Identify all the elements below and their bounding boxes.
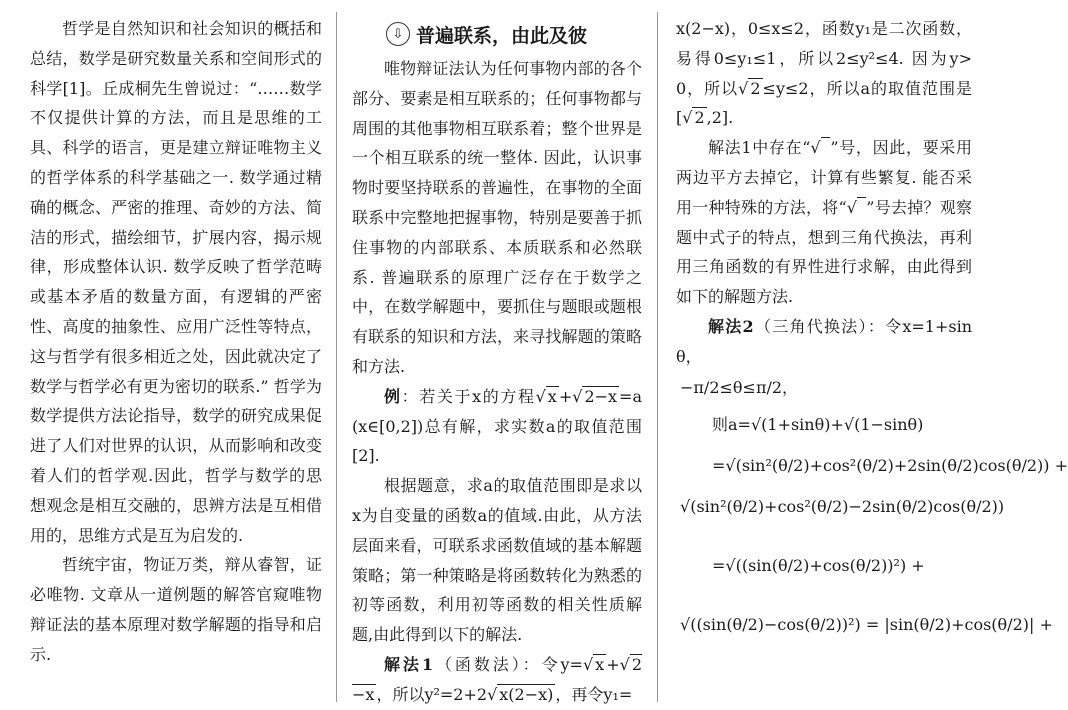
solution-2-paragraph <box>676 312 972 372</box>
example-condition: (x∈[0,2])总有解，求实数a的取值范围[2]. <box>352 416 642 466</box>
solution-1-label: 解法1 <box>384 654 434 674</box>
sqrt-term: 2 <box>694 108 705 128</box>
solution-2-label: 解法2 <box>708 316 754 336</box>
derivation-step-4: =√((sin(θ/2)+cos(θ/2))²) + <box>712 555 925 575</box>
sqrt-term: x(2−x) <box>499 684 554 704</box>
plus-sign: + <box>606 654 620 674</box>
solution-1-paragraph: 解法1（函数法）：令y=√ x +√ 2−x ，所以y²=2+2√ x(2−x) ，再令y₁= <box>352 654 642 704</box>
sqrt-term: 2 <box>750 78 761 98</box>
derivation-step-3: √(sin²(θ/2)+cos²(θ/2)−2sin(θ/2)cos(θ/2)) <box>680 496 1005 516</box>
solution-1-continued: x(2−x)，0≤x≤2，函数y₁是二次函数，易得0≤y₁≤1，所以2≤y²≤4. 因为y>0，所以√ 2 ≤y≤2，所以a的取值范围是[√ 2 ,2]. <box>676 19 972 128</box>
derivation-step-1: 则a=√(1+sinθ)+√(1−sinθ) <box>712 414 924 434</box>
example-label: 例 <box>384 386 402 406</box>
bracket: [ <box>676 108 683 128</box>
summary-paragraph: 哲统宇宙，物证万类，辩从睿智，证必唯物. 文章从一道例题的解答官窥唯物辩证法的基本原理对数学解题的指导和启示. <box>30 555 322 664</box>
column-divider-right <box>657 12 658 702</box>
paragraph-text: ”号，因此，要采用两边平方去掉它，计算有些繁复. 能否采用一种特殊的方法，将“ <box>676 138 972 217</box>
sqrt-symbol <box>857 197 866 217</box>
range-end: ,2]. <box>706 108 734 128</box>
column-divider-left <box>336 12 337 702</box>
column-3 <box>676 0 1068 707</box>
paragraph-text: ”号去掉？观察题中式子的特点，想到三角代换法，再利用三角函数的有界性进行求解，由此得到如下的解题方法. <box>676 197 972 307</box>
solution-text: x(2−x)，0≤x≤2，函数y₁是二次函数，易得0≤y₁≤1，所以2≤y²≤4. 因为y>0，所以 <box>676 19 972 98</box>
analysis-paragraph: 根据题意，求a的取值范围即是求以x为自变量的函数a的值域.由此，从方法层面来看，可联系求函数值域的基本解题策略；第一种策略是将函数转化为熟悉的初等函数，利用初等函数的相关性质解题,由此得到以下的解法. <box>352 476 642 645</box>
down-arrow-icon: ⇩ <box>386 22 410 46</box>
sqrt-term: 2−x <box>584 386 618 406</box>
transition-paragraph: 解法1中存在“√ ”号，因此，要采用两边平方去掉它，计算有些繁复. 能否采用一种特殊的方法，将“√ ”号去掉？观察题中式子的特点，想到三角代换法，再利用三角函数的有界性进行求解，由此得到如下的解题方法. <box>676 138 972 307</box>
theta-range: −π/2≤θ≤π/2， <box>680 377 799 397</box>
sqrt-symbol <box>821 137 831 157</box>
intro-paragraph: 哲学是自然知识和社会知识的概括和总结，数学是研究数量关系和空间形式的科学[1]。丘成桐先生曾说过：“……数学不仅提供计算的方法，而且是思维的工具、科学的语言，更是建立辩证唯物主义的哲学体系的科学基础之一. 数学通过精确的概念、严密的推理、奇妙的方法、简洁的形式，描绘细节，扩展内容，揭示规律，形成整体认识. 数学反映了哲学范畴或基本矛盾的数量方面，有逻辑的严密性、高度的抽象性、应用广泛性等特点，这与哲学有很多相近之处，因此就决定了数学与哲学必有更为密切的联系.” 哲学为数学提供方法论指导，数学的研究成果促进了人们对世界的认识，从而影响和改变着人们的哲学观.因此，哲学与数学的思想观念是相互交融的，思辨方法是互相借用的，思维方式是互为启发的. <box>30 19 322 545</box>
plus-sign: + <box>558 386 573 406</box>
sqrt-term: x <box>547 386 557 406</box>
solution-text: ，所以y²=2+2 <box>376 684 488 704</box>
section-heading <box>352 14 642 54</box>
column-1 <box>30 0 322 707</box>
section-title: 普遍联系，由此及彼 <box>416 24 588 47</box>
example-paragraph: 例：若关于x的方程√ x +√ 2−x =a(x∈[0,2])总有解，求实数a的取值范围[2]. <box>352 386 642 466</box>
principle-paragraph: 唯物辩证法认为任何事物内部的各个部分、要素是相互联系的；任何事物都与周围的其他事物相互联系着；整个世界是一个相互联系的统一整体. 因此，认识事物时要坚持联系的普遍性，在事物的全面联系中完整地把握事物，特别是要善于抓住事物的内部联系、本质联系和必然联系. 普遍联系的原理广泛存在于数学之中，在数学解题中，要抓住与题眼或题根有联系的知识和方法，来寻找解题的策略和方法. <box>352 59 642 376</box>
solution-text: ：令x=1+sinθ， <box>676 316 972 366</box>
paragraph-text: 解法1中存在“ <box>708 138 811 158</box>
derivation-step-2: =√(sin²(θ/2)+cos²(θ/2)+2sin(θ/2)cos(θ/2)) + <box>712 455 1068 475</box>
example-text: ：若关于x的方程 <box>401 386 536 406</box>
solution-2-method: （三角代换法） <box>753 316 868 336</box>
equals-a: =a <box>619 386 642 406</box>
solution-text: ，再令y₁= <box>555 684 633 704</box>
sqrt-term: 2−x <box>352 654 642 704</box>
solution-1-method: （函数法） <box>433 654 523 674</box>
solution-text: ：令y= <box>522 654 583 674</box>
sqrt-term: x <box>595 654 605 674</box>
derivation-step-5: √((sin(θ/2)−cos(θ/2))²) = |sin(θ/2)+cos(θ/2)| + <box>680 614 1053 634</box>
column-2 <box>352 0 642 707</box>
solution-text: ≤y≤2，所以a的取值范围是 <box>762 78 972 98</box>
